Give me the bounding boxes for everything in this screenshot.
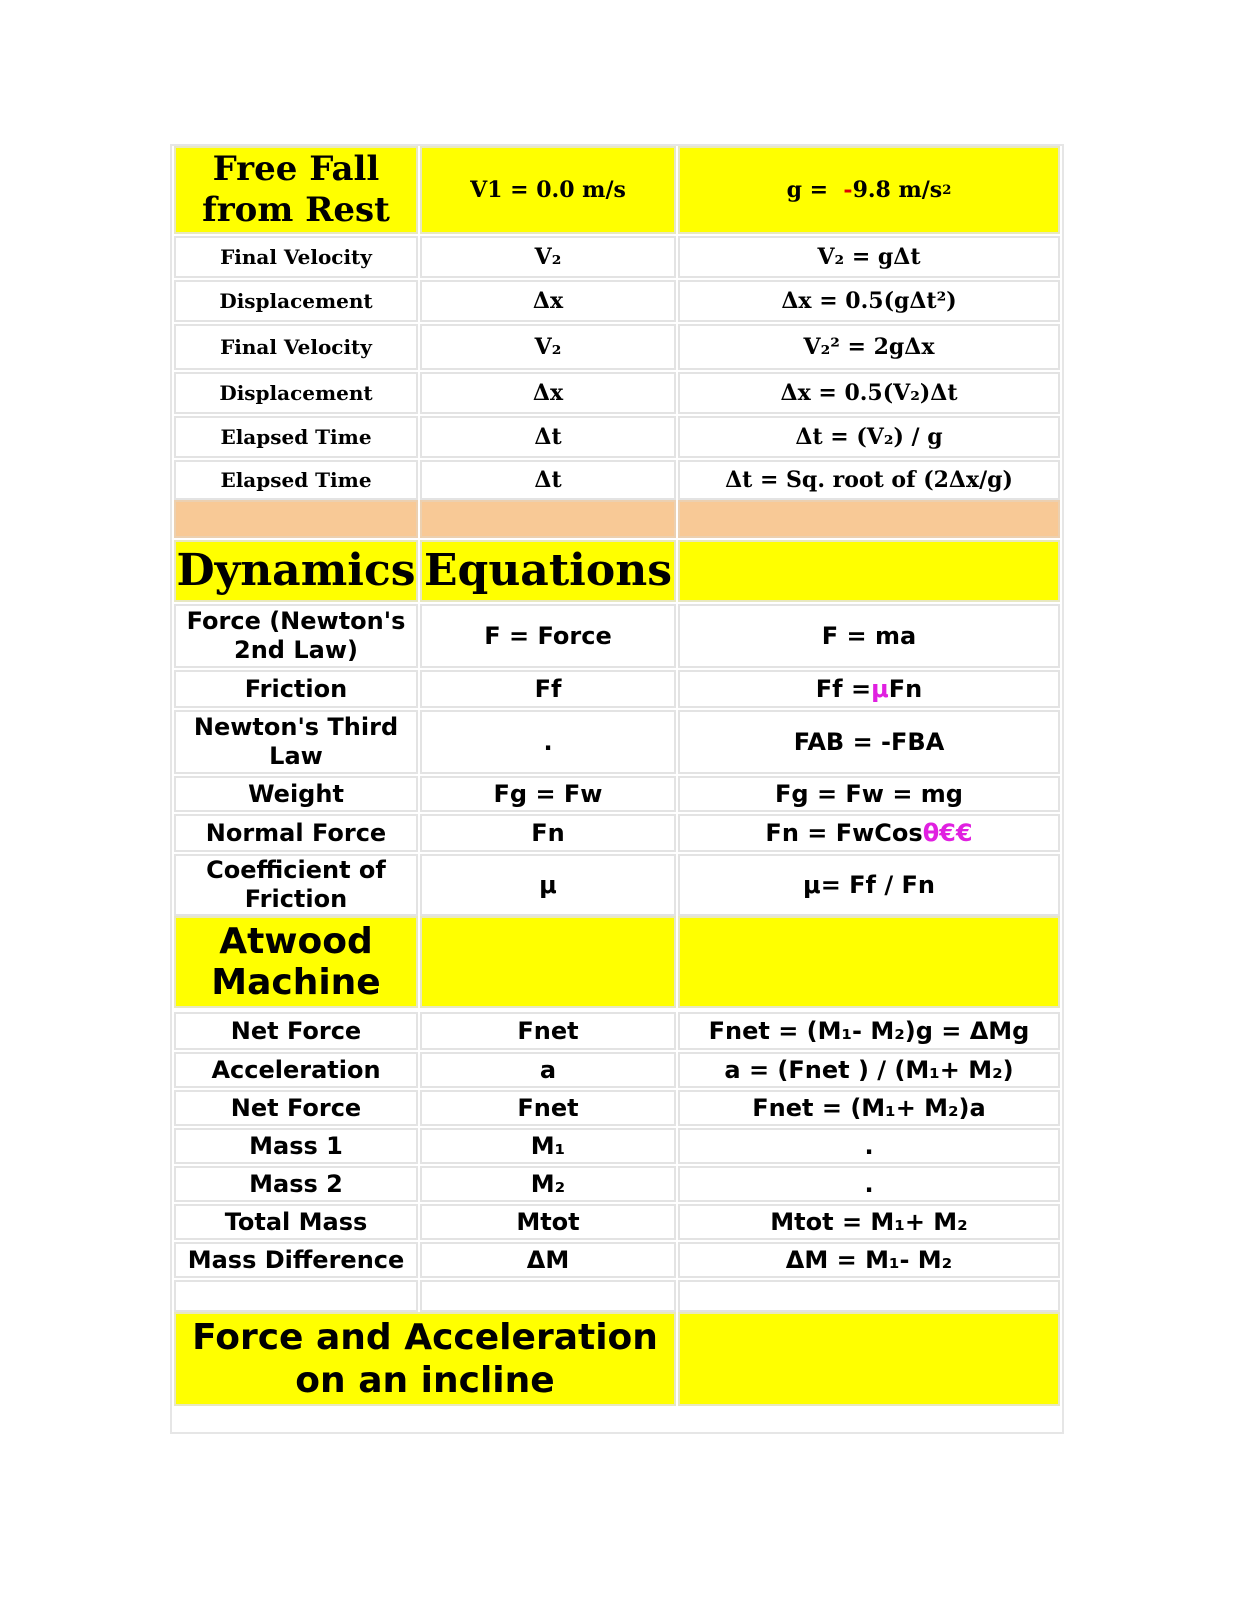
table-row (172, 1166, 1062, 1202)
table-row (172, 1242, 1062, 1278)
header-empty-cell (678, 1312, 1060, 1406)
header-empty-cell (420, 916, 676, 1008)
free-fall-title: Free Fall from Rest (174, 146, 418, 234)
row-symbol: V₂ (420, 324, 676, 370)
row-equation: Fn = FwCos θ€€ (678, 814, 1060, 852)
table-row (172, 710, 1062, 774)
table-row (172, 604, 1062, 668)
table-row (172, 324, 1062, 370)
row-equation: FAB = -FBA (678, 710, 1060, 774)
row-symbol: Fn (420, 814, 676, 852)
row-symbol: Fnet (420, 1012, 676, 1050)
row-label: Friction (174, 670, 418, 708)
row-equation: ΔM = M₁- M₂ (678, 1242, 1060, 1278)
row-label: Weight (174, 776, 418, 812)
row-equation: . (678, 1166, 1060, 1202)
empty-cell (678, 1280, 1060, 1312)
row-equation: a = (Fnet ) / (M₁+ M₂) (678, 1052, 1060, 1088)
table-row (172, 416, 1062, 458)
row-symbol: V₂ (420, 236, 676, 278)
row-label: Net Force (174, 1012, 418, 1050)
separator-cell (174, 500, 418, 538)
incline-header-row (172, 1312, 1062, 1406)
dynamics-title-word1: Dynamics (174, 540, 418, 602)
row-symbol: Fg = Fw (420, 776, 676, 812)
row-equation: V₂ = gΔt (678, 236, 1060, 278)
gravity-value: g = - 9.8 m/s 2 (678, 146, 1060, 234)
row-equation: Ff = μ Fn (678, 670, 1060, 708)
row-equation: V₂² = 2gΔx (678, 324, 1060, 370)
table-row (172, 854, 1062, 916)
row-equation: . (678, 1128, 1060, 1164)
row-equation: Δt = Sq. root of (2Δx/g) (678, 460, 1060, 500)
dynamics-title-word2: Equations (420, 540, 676, 602)
table-row (172, 814, 1062, 852)
row-label: Force (Newton's 2nd Law) (174, 604, 418, 668)
row-equation: Δx = 0.5(gΔt²) (678, 280, 1060, 322)
row-symbol: Ff (420, 670, 676, 708)
row-equation: Mtot = M₁+ M₂ (678, 1204, 1060, 1240)
table-row (172, 280, 1062, 322)
row-label: Mass Difference (174, 1242, 418, 1278)
header-empty-cell (678, 916, 1060, 1008)
row-symbol: M₁ (420, 1128, 676, 1164)
row-symbol: Mtot (420, 1204, 676, 1240)
table-row (172, 236, 1062, 278)
row-symbol: Δt (420, 460, 676, 500)
separator-cell (678, 500, 1060, 538)
row-label: Elapsed Time (174, 460, 418, 500)
row-label: Final Velocity (174, 324, 418, 370)
table-row (172, 1128, 1062, 1164)
row-symbol: μ (420, 854, 676, 916)
separator-row (172, 500, 1062, 538)
row-label: Elapsed Time (174, 416, 418, 458)
row-label: Normal Force (174, 814, 418, 852)
table-row (172, 1204, 1062, 1240)
row-label: Final Velocity (174, 236, 418, 278)
row-label: Displacement (174, 372, 418, 414)
row-label: Displacement (174, 280, 418, 322)
initial-velocity: V1 = 0.0 m/s (420, 146, 676, 234)
table-row (172, 372, 1062, 414)
row-symbol: Fnet (420, 1090, 676, 1126)
row-equation: μ= Ff / Fn (678, 854, 1060, 916)
empty-row (172, 1280, 1062, 1312)
row-equation: Δt = (V₂) / g (678, 416, 1060, 458)
row-label: Mass 1 (174, 1128, 418, 1164)
table-row (172, 670, 1062, 708)
row-symbol: Δt (420, 416, 676, 458)
table-row (172, 1012, 1062, 1050)
row-label: Total Mass (174, 1204, 418, 1240)
row-equation: Δx = 0.5(V₂)Δt (678, 372, 1060, 414)
row-equation: Fnet = (M₁+ M₂)a (678, 1090, 1060, 1126)
row-symbol: a (420, 1052, 676, 1088)
incline-title: Force and Acceleration on an incline (174, 1312, 676, 1406)
row-symbol: . (420, 710, 676, 774)
row-symbol: F = Force (420, 604, 676, 668)
row-equation: F = ma (678, 604, 1060, 668)
empty-cell (420, 1280, 676, 1312)
row-equation: Fnet = (M₁- M₂)g = ΔMg (678, 1012, 1060, 1050)
row-label: Net Force (174, 1090, 418, 1126)
row-label: Newton's Third Law (174, 710, 418, 774)
atwood-title: Atwood Machine (174, 916, 418, 1008)
table-row (172, 776, 1062, 812)
free-fall-header-row (172, 146, 1062, 234)
row-label: Mass 2 (174, 1166, 418, 1202)
row-symbol: ΔM (420, 1242, 676, 1278)
table-row (172, 1052, 1062, 1088)
dynamics-header-row (172, 540, 1062, 602)
atwood-header-row (172, 916, 1062, 1008)
formula-table (170, 144, 1064, 1434)
row-symbol: Δx (420, 280, 676, 322)
table-row (172, 1090, 1062, 1126)
empty-cell (174, 1280, 418, 1312)
header-empty-cell (678, 540, 1060, 602)
row-label: Coefficient of Friction (174, 854, 418, 916)
table-row (172, 460, 1062, 500)
row-symbol: Δx (420, 372, 676, 414)
row-equation: Fg = Fw = mg (678, 776, 1060, 812)
row-label: Acceleration (174, 1052, 418, 1088)
separator-cell (420, 500, 676, 538)
row-symbol: M₂ (420, 1166, 676, 1202)
